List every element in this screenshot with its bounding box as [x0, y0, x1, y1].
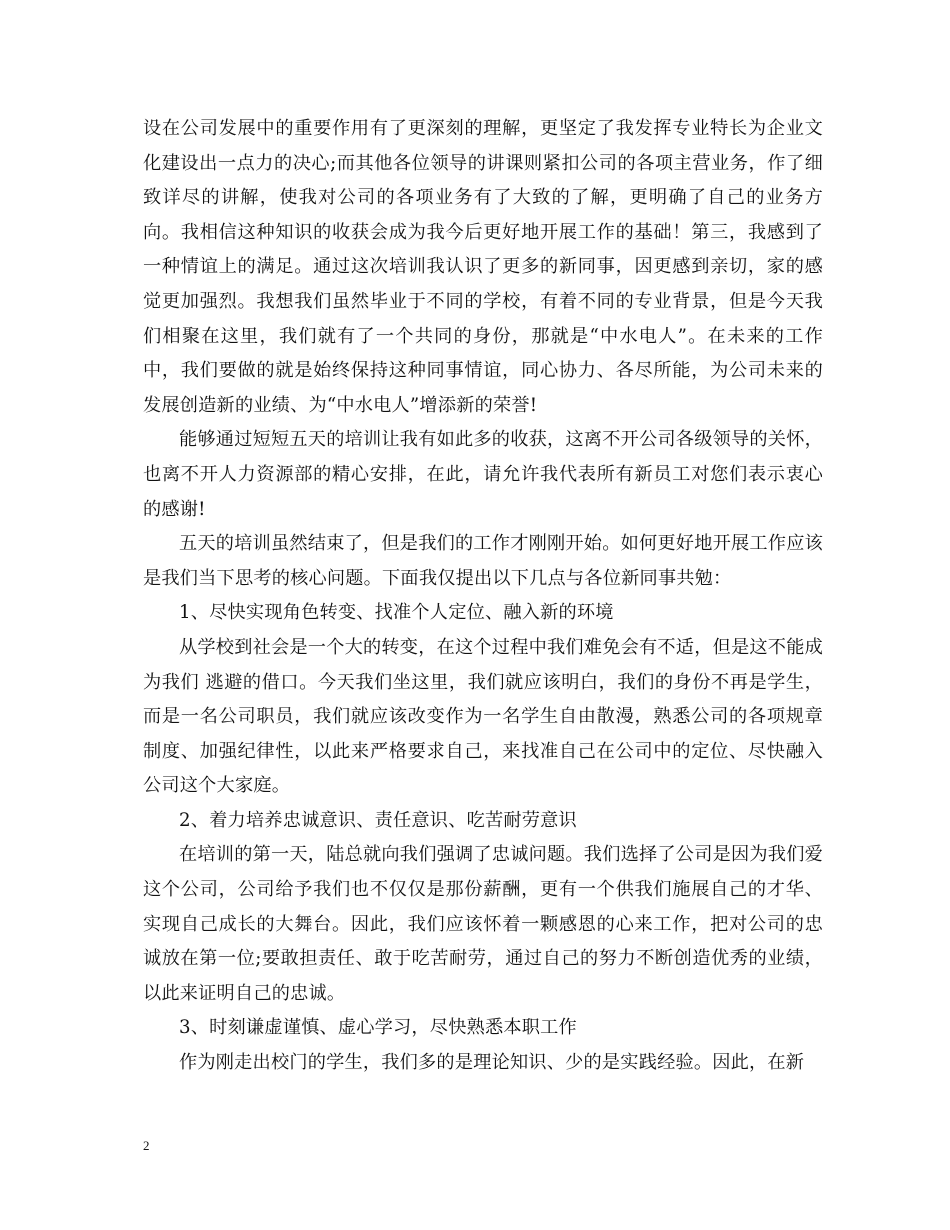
paragraph-point-2: 在培训的第一天，陆总就向我们强调了忠诚问题。我们选择了公司是因为我们爱这个公司，公司给予我们也不仅仅是那份薪酬，更有一个供我们施展自己的才华、实现自己成长的大舞台。因此，我们应该怀着一颗感恩的心来工作，把对公司的忠诚放在第一位;要敢担责任、敢于吃苦耐劳，通过自己的努力不断创造优秀的业绩，以此来证明自己的忠诚。	[143, 844, 823, 1004]
paragraph-intro-points: 五天的培训虽然结束了，但是我们的工作才刚刚开始。如何更好地开展工作应该是我们当下思考的核心问题。下面我仅提出以下几点与各位新同事共勉：	[143, 533, 823, 589]
body-text	[143, 112, 823, 1081]
paragraph-point-1: 从学校到社会是一个大的转变，在这个过程中我们难免会有不适，但是这不能成为我们 逃避的借口。今天我们坐这里，我们就应该明白，我们的身份不再是学生，而是一名公司职员，我们就应该改变作为一名学生自由散漫，熟悉公司的各项规章制度、加强纪律性，以此来严格要求自己，来找准自己在公司中的定位、尽快融入公司这个大家庭。	[143, 636, 823, 797]
heading-point-3: 3、时刻谦虚谨慎、虚心学习，尽快熟悉本职工作	[179, 1017, 577, 1039]
heading-point-2: 2、着力培养忠诚意识、责任意识、吃苦耐劳意识	[179, 809, 577, 831]
heading-point-1: 1、尽快实现角色转变、找准个人定位、融入新的环境	[179, 602, 614, 624]
page-number: 2	[143, 1138, 150, 1153]
paragraph-thanks: 能够通过短短五天的培训让我有如此多的收获，这离不开公司各级领导的关怀，也离不开人力资源部的精心安排，在此，请允许我代表所有新员工对您们表示衷心的感谢!	[143, 429, 823, 520]
paragraph-continued: 设在公司发展中的重要作用有了更深刻的理解，更坚定了我发挥专业特长为企业文化建设出一点力的决心;而其他各位领导的讲课则紧扣公司的各项主营业务，作了细致详尽的讲解，使我对公司的各项业务有了大致的了解，更明确了自己的业务方向。我相信这种知识的收获会成为我今后更好地开展工作的基础！第三，我感到了一种情谊上的满足。通过这次培训我认识了更多的新同事，因更感到亲切，家的感觉更加强烈。我想我们虽然毕业于不同的学校，有着不同的专业背景，但是今天我们相聚在这里，我们就有了一个共同的身份，那就是“中水电人”。在未来的工作中，我们要做的就是始终保持这种同事情谊，同心协力、各尽所能，为公司未来的发展创造新的业绩、为“中水电人”增添新的荣誉!	[143, 118, 823, 416]
paragraph-point-3: 作为刚走出校门的学生，我们多的是理论知识、少的是实践经验。因此，在新	[179, 1052, 805, 1074]
